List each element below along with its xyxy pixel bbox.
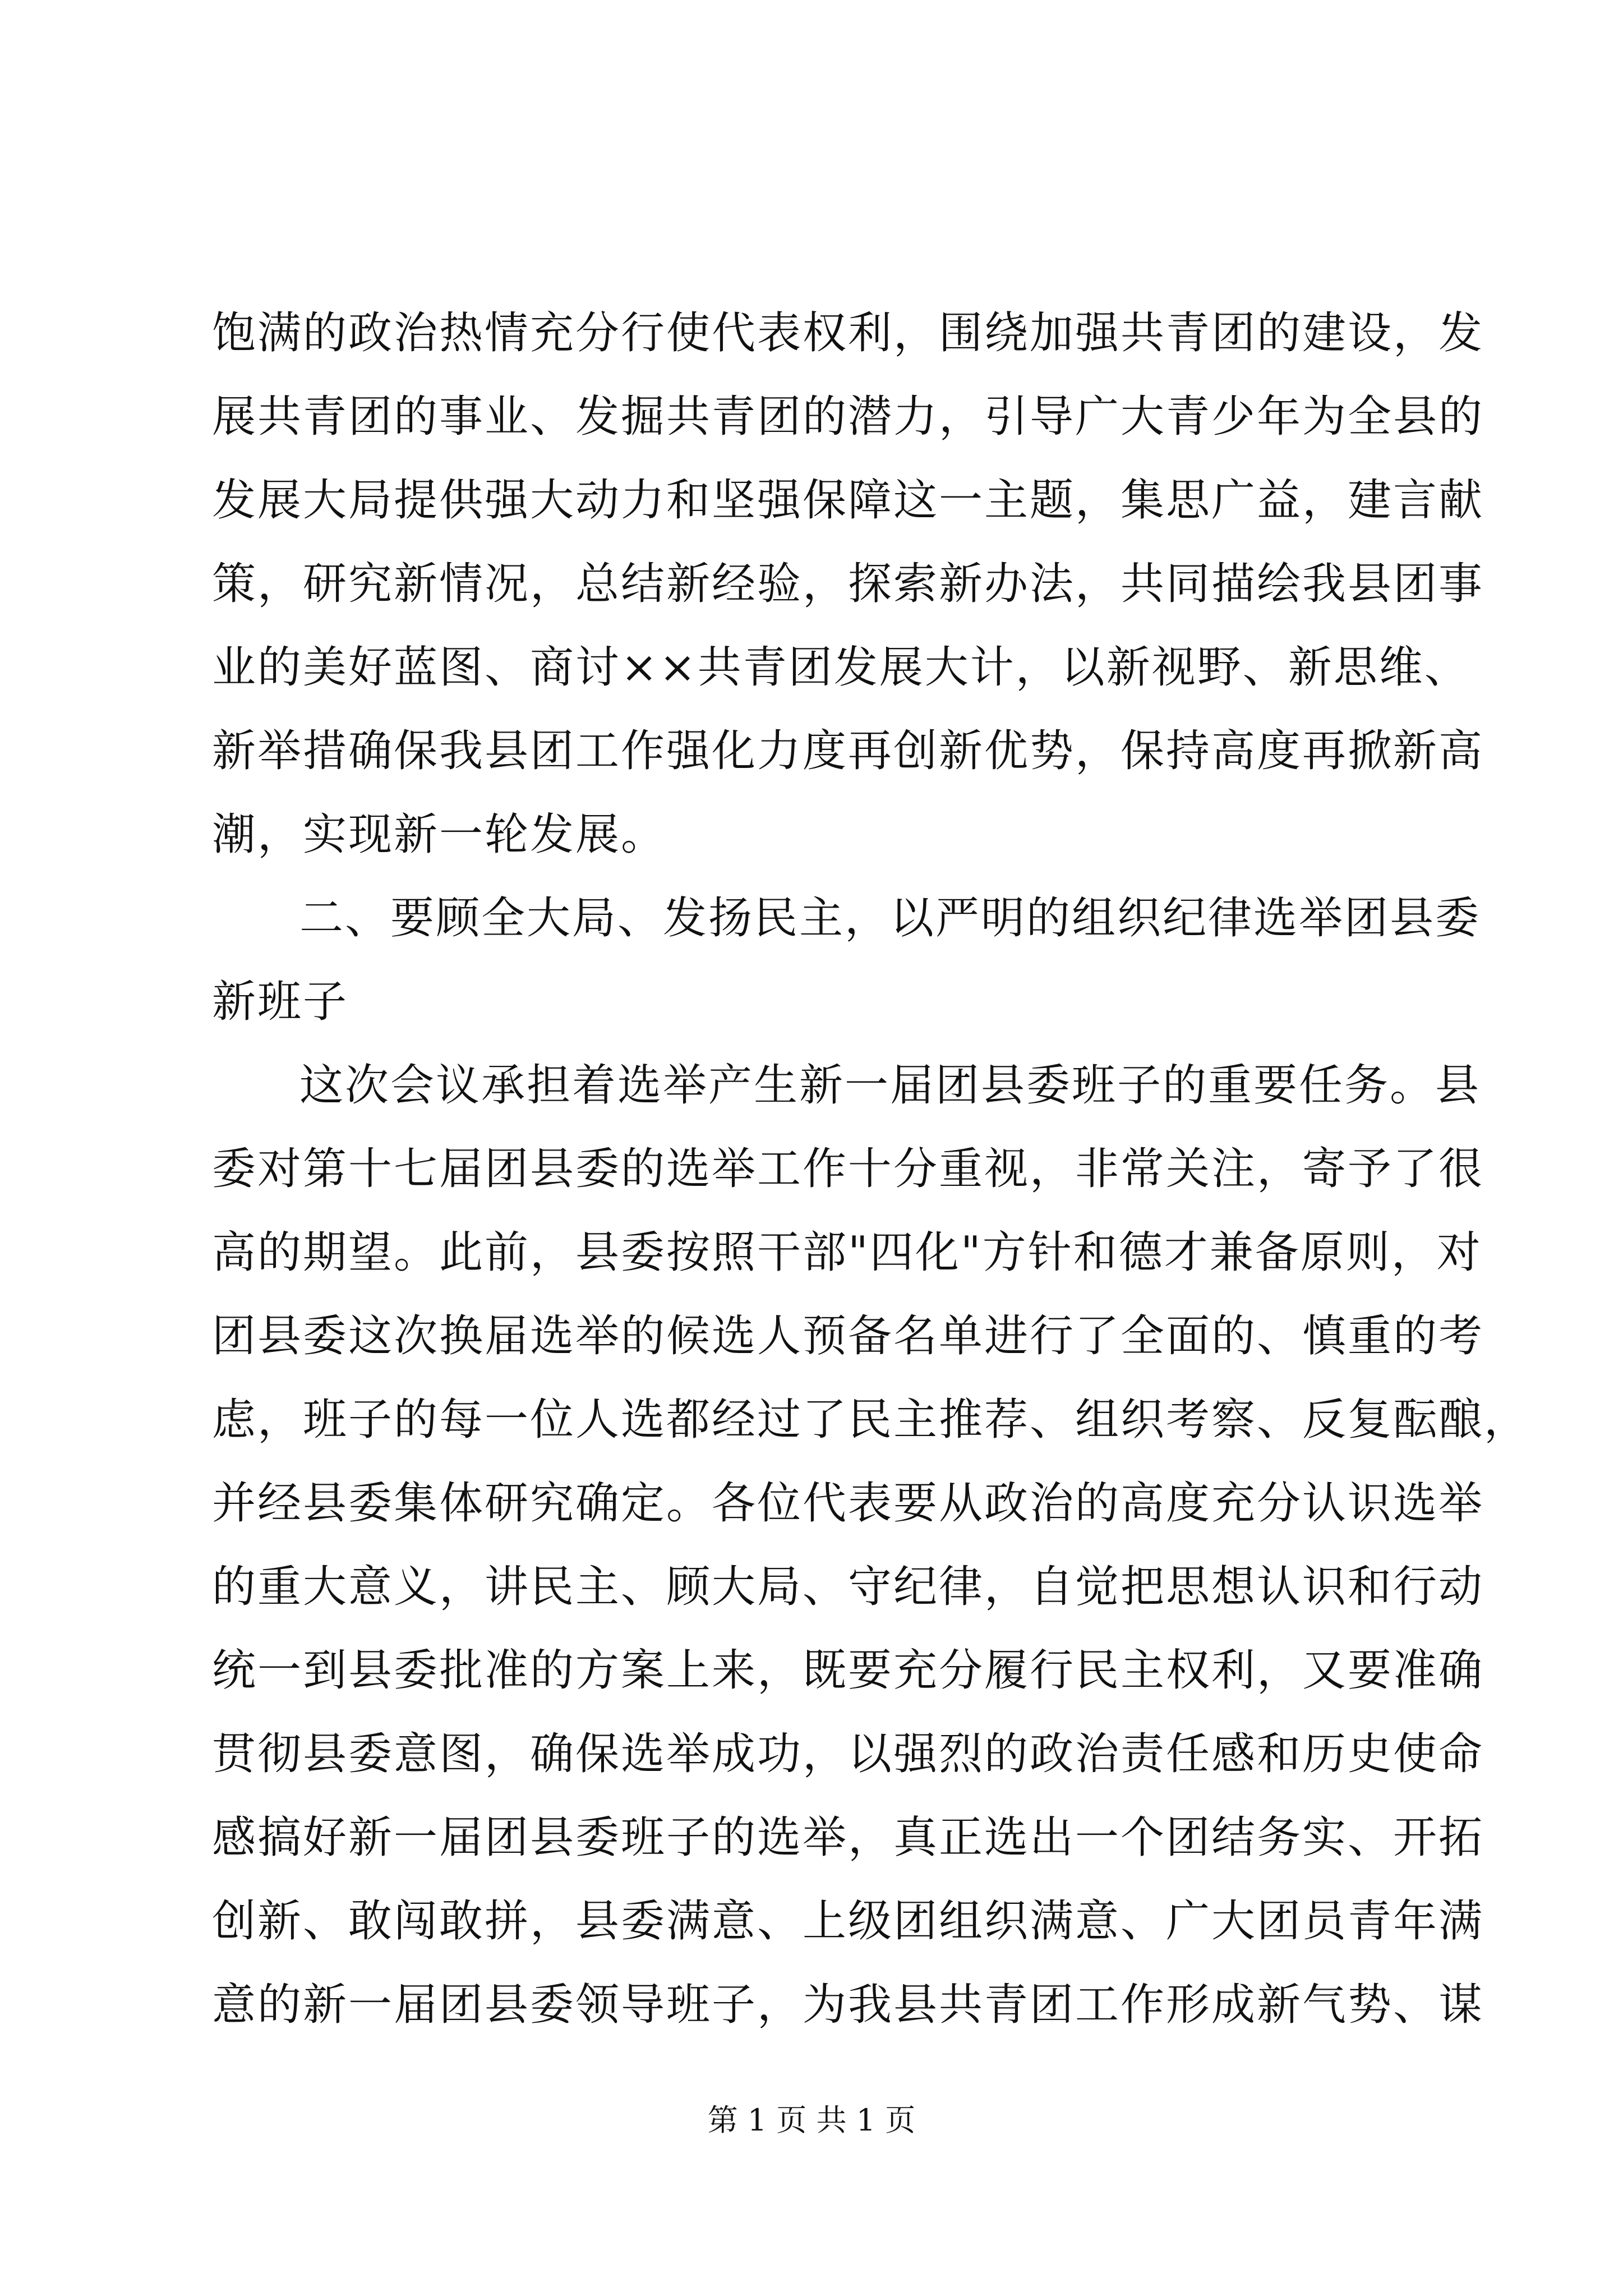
paragraph-1-line-2: 展共青团的事业、发掘共青团的潜力，引导广大青少年为全县的 <box>212 392 1484 442</box>
page-footer <box>0 2101 1623 2140</box>
paragraph-3-line-9: 贯彻县委意图，确保选举成功，以强烈的政治责任感和历史使命 <box>212 1729 1484 1779</box>
paragraph-1-line-5: 业的美好蓝图、商讨××共青团发展大计，以新视野、新思维、 <box>212 642 1470 693</box>
paragraph-1-line-7: 潮，实现新一轮发展。 <box>212 809 667 860</box>
paragraph-3-line-8: 统一到县委批准的方案上来，既要充分履行民主权利，又要准确 <box>212 1645 1484 1696</box>
page-number-label: 第 1 页 共 1 页 <box>707 2102 916 2138</box>
paragraph-1-line-1: 饱满的政治热情充分行使代表权利，围绕加强共青团的建设，发 <box>212 308 1484 358</box>
paragraph-1-line-3: 发展大局提供强大动力和坚强保障这一主题，集思广益，建言献 <box>212 475 1484 526</box>
paragraph-3-line-7: 的重大意义，讲民主、顾大局、守纪律，自觉把思想认识和行动 <box>212 1562 1484 1612</box>
section-heading-line-1: 二、要顾全大局、发扬民主，以严明的组织纪律选举团县委 <box>299 893 1481 944</box>
paragraph-3-line-3: 高的期望。此前，县委按照干部"四化"方针和德才兼备原则，对 <box>212 1227 1482 1278</box>
paragraph-3-line-12: 意的新一届团县委领导班子，为我县共青团工作形成新气势、谋 <box>212 1980 1484 2030</box>
paragraph-3-line-4: 团县委这次换届选举的候选人预备名单进行了全面的、慎重的考 <box>212 1311 1484 1361</box>
paragraph-3-line-2: 委对第十七届团县委的选举工作十分重视，非常关注，寄予了很 <box>212 1144 1484 1194</box>
paragraph-3-line-1: 这次会议承担着选举产生新一届团县委班子的重要任务。县 <box>299 1060 1481 1111</box>
paragraph-3-line-11: 创新、敢闯敢拼，县委满意、上级团组织满意、广大团员青年满 <box>212 1896 1484 1947</box>
paragraph-1-line-4: 策，研究新情况，总结新经验，探索新办法，共同描绘我县团事 <box>212 559 1484 609</box>
paragraph-3-line-10: 感搞好新一届团县委班子的选举，真正选出一个团结务实、开拓 <box>212 1812 1484 1863</box>
paragraph-3-line-5: 虑，班子的每一位人选都经过了民主推荐、组织考察、反复酝酿， <box>212 1395 1530 1445</box>
paragraph-1-line-6: 新举措确保我县团工作强化力度再创新优势，保持高度再掀新高 <box>212 726 1484 776</box>
document-body <box>212 292 1530 2047</box>
section-heading-line-2: 新班子 <box>212 977 349 1027</box>
paragraph-3-line-6: 并经县委集体研究确定。各位代表要从政治的高度充分认识选举 <box>212 1478 1484 1529</box>
